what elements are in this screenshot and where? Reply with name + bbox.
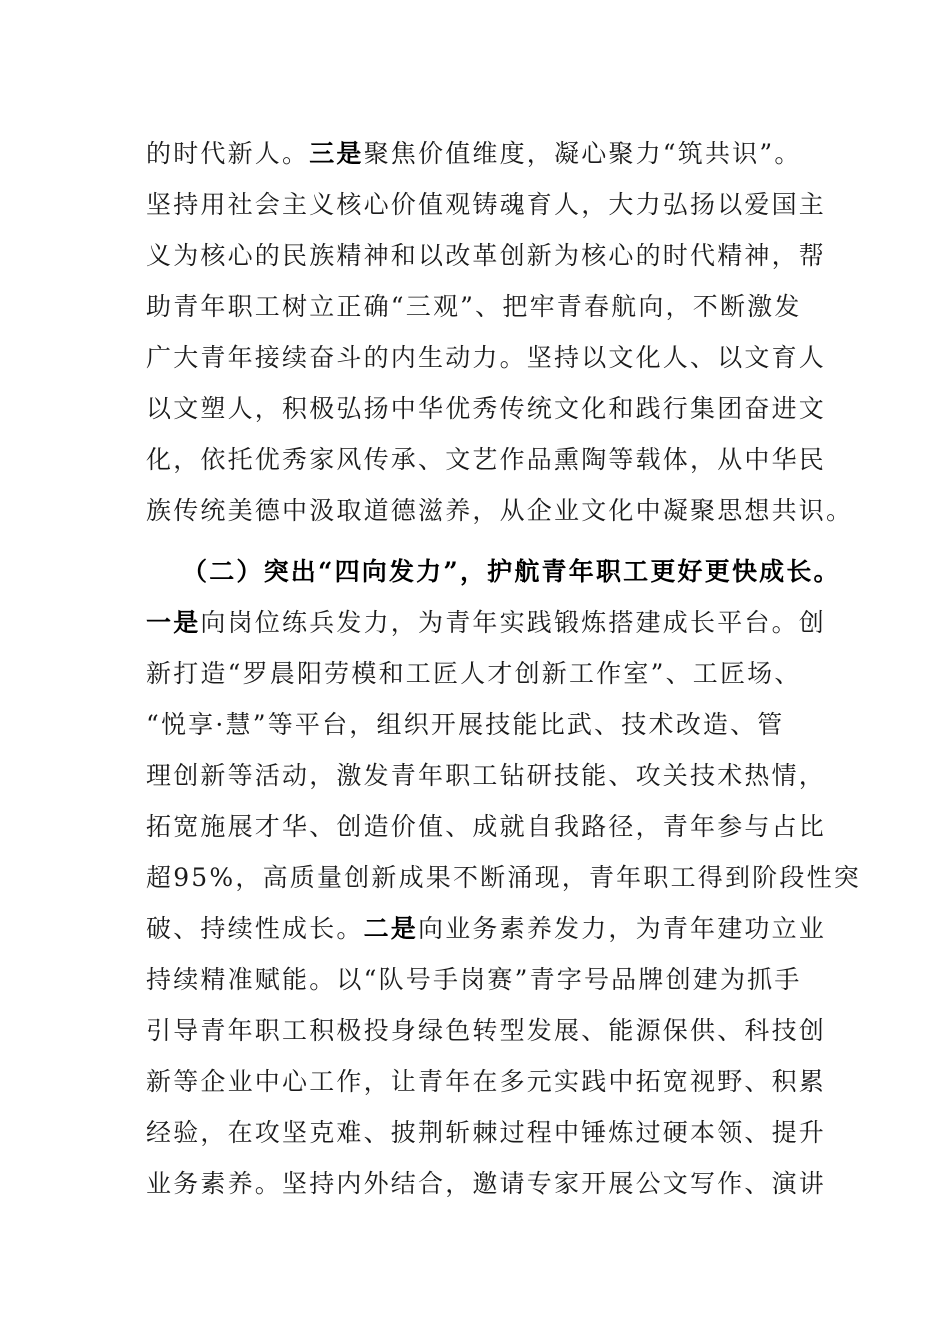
text-line: 义为核心的民族精神和以改革创新为核心的时代精神，帮 [146, 241, 827, 270]
text-line [146, 903, 827, 954]
text-run: 向业务素养发力，为青年建功立业 [418, 914, 827, 943]
text-run: 向岗位练兵发力，为青年实践锻炼搭建成长平台。创 [200, 608, 827, 637]
section-heading: （二）突出“四向发力”，护航青年职工更好更快成长。 [182, 557, 841, 586]
text-line: 新打造“罗晨阳劳模和工匠人才创新工作室”、工匠场、 [146, 659, 802, 688]
text-line: 助青年职工树立正确“三观”、把牢青春航向，不断激发 [146, 292, 802, 321]
text-line: 持续精准赋能。以“队号手岗赛”青字号品牌创建为抓手 [146, 965, 802, 994]
text-line: 坚持用社会主义核心价值观铸魂育人，大力弘扬以爱国主 [146, 190, 827, 219]
text-line: 经验，在攻坚克难、披荆斩棘过程中锤炼过硬本领、提升 [146, 1118, 827, 1147]
text-line: 广大青年接续奋斗的内生动力。坚持以文化人、以文育人 [146, 343, 827, 372]
text-line: 业务素养。坚持内外结合，邀请专家开展公文写作、演讲 [146, 1169, 827, 1198]
text-run: 的时代新人。 [146, 139, 310, 168]
text-line [146, 128, 806, 179]
document-body [146, 128, 861, 1209]
text-line: 族传统美德中汲取道德滋养，从企业文化中凝聚思想共识。 [146, 496, 854, 525]
text-line: 拓宽施展才华、创造价值、成就自我路径，青年参与占比 [146, 812, 827, 841]
text-line: 化，依托优秀家风传承、文艺作品熏陶等载体，从中华民 [146, 445, 827, 474]
bold-marker: 一是 [146, 608, 201, 637]
text-run: 破、持续性成长。 [146, 914, 364, 943]
text-line: 理创新等活动，激发青年职工钻研技能、攻关技术热情， [146, 761, 827, 790]
text-line: 超95%，高质量创新成果不断涌现，青年职工得到阶段性突 [146, 863, 861, 892]
bold-marker: 三是 [309, 139, 364, 168]
text-line [146, 597, 827, 648]
text-line: “悦享·慧”等平台，组织开展技能比武、技术改造、管 [146, 710, 785, 739]
bold-marker: 二是 [363, 914, 419, 943]
text-line: 以文塑人，积极弘扬中华优秀传统文化和践行集团奋进文 [146, 394, 827, 423]
text-line: 新等企业中心工作，让青年在多元实践中拓宽视野、积累 [146, 1067, 827, 1096]
text-run: 聚焦价值维度，凝心聚力“筑共识”。 [363, 139, 802, 168]
text-line: 引导青年职工积极投身绿色转型发展、能源保供、科技创 [146, 1016, 827, 1045]
